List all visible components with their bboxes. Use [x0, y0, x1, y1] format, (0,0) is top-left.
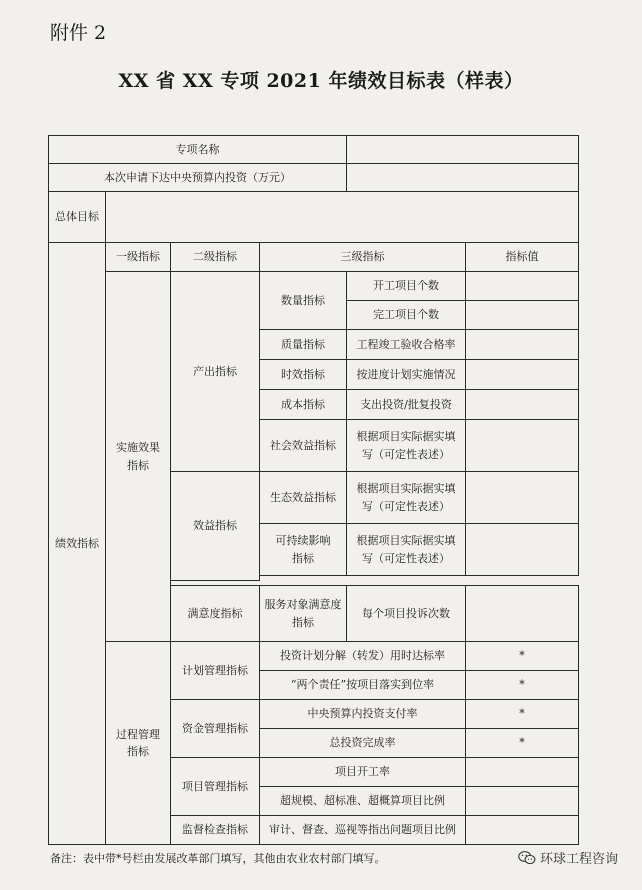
- plan-timeliness-rate: 投资计划分解（转发）用时达标率: [260, 642, 466, 671]
- ecological-benefit-text: 根据项目实际据实填写（可定性表述）: [347, 472, 466, 524]
- star-mark: *: [466, 671, 579, 700]
- social-benefit-label: 社会效益指标: [260, 420, 347, 472]
- attachment-label: 附件 2: [50, 22, 107, 44]
- service-satisfaction-label: 服务对象满意度指标: [260, 586, 347, 642]
- brand-watermark: [518, 848, 618, 867]
- start-projects-count: 开工项目个数: [347, 272, 466, 301]
- output-indicator-label: 产出指标: [171, 272, 260, 472]
- value-cell[interactable]: [466, 816, 579, 845]
- value-cell[interactable]: [466, 272, 579, 301]
- quantity-indicator-label: 数量指标: [260, 272, 347, 330]
- acceptance-rate: 工程竣工验收合格率: [347, 330, 466, 360]
- project-name-label: 专项名称: [49, 136, 347, 164]
- completed-projects-count: 完工项目个数: [347, 301, 466, 330]
- project-management-label: 项目管理指标: [171, 758, 260, 816]
- audit-issue-ratio: 审计、督查、巡视等指出问题项目比例: [260, 816, 466, 845]
- ecological-benefit-label: 生态效益指标: [260, 472, 347, 524]
- value-cell[interactable]: [466, 301, 579, 330]
- supervision-label: 监督检查指标: [171, 816, 260, 845]
- value-cell[interactable]: [466, 787, 579, 816]
- plan-management-label: 计划管理指标: [171, 642, 260, 700]
- schedule-implementation: 按进度计划实施情况: [347, 360, 466, 390]
- timeliness-indicator-label: 时效指标: [260, 360, 347, 390]
- social-benefit-text: 根据项目实际据实填写（可定性表述）: [347, 420, 466, 472]
- header-level2: 二级指标: [171, 243, 260, 272]
- satisfaction-indicator-label: 满意度指标: [171, 586, 260, 642]
- performance-target-table: [48, 135, 579, 845]
- investment-completion-rate: 总投资完成率: [260, 729, 466, 758]
- header-level1: 一级指标: [106, 243, 171, 272]
- value-cell[interactable]: [466, 420, 579, 472]
- investment-value[interactable]: [347, 164, 579, 192]
- project-name-value[interactable]: [347, 136, 579, 164]
- expenditure-ratio: 支出投资/批复投资: [347, 390, 466, 420]
- quality-indicator-label: 质量指标: [260, 330, 347, 360]
- payment-rate: 中央预算内投资支付率: [260, 700, 466, 729]
- performance-indicator-label: 绩效指标: [49, 243, 106, 845]
- benefit-indicator-label: 效益指标: [171, 472, 260, 581]
- implementation-effect-label: 实施效果指标: [106, 272, 171, 642]
- brand-name: 环球工程咨询: [539, 852, 618, 867]
- sustainability-text: 根据项目实际据实填写（可定性表述）: [347, 524, 466, 576]
- over-scale-ratio: 超规模、超标准、超概算项目比例: [260, 787, 466, 816]
- cost-indicator-label: 成本指标: [260, 390, 347, 420]
- star-mark: *: [466, 700, 579, 729]
- overall-goal-value[interactable]: [106, 192, 579, 243]
- footnote: 备注：表中带*号栏由发展改革部门填写，其他由农业农村部门填写。: [50, 852, 386, 865]
- star-mark: *: [466, 729, 579, 758]
- value-cell[interactable]: [466, 586, 579, 642]
- overall-goal-label: 总体目标: [49, 192, 106, 243]
- value-cell[interactable]: [466, 472, 579, 524]
- sustainability-label: 可持续影响指标: [260, 524, 347, 576]
- complaint-count: 每个项目投诉次数: [347, 586, 466, 642]
- process-management-label: 过程管理指标: [106, 642, 171, 845]
- star-mark: *: [466, 642, 579, 671]
- wechat-icon: [518, 850, 536, 866]
- page-title: XX 省 XX 专项 2021 年绩效目标表（样表）: [118, 70, 524, 92]
- value-cell[interactable]: [466, 390, 579, 420]
- value-cell[interactable]: [466, 758, 579, 787]
- value-cell[interactable]: [466, 360, 579, 390]
- investment-label: 本次申请下达中央预算内投资（万元）: [49, 164, 347, 192]
- responsibility-rate: “两个责任”按项目落实到位率: [260, 671, 466, 700]
- value-cell[interactable]: [466, 330, 579, 360]
- header-level3: 三级指标: [260, 243, 466, 272]
- value-cell[interactable]: [466, 524, 579, 576]
- header-value: 指标值: [466, 243, 579, 272]
- start-rate: 项目开工率: [260, 758, 466, 787]
- fund-management-label: 资金管理指标: [171, 700, 260, 758]
